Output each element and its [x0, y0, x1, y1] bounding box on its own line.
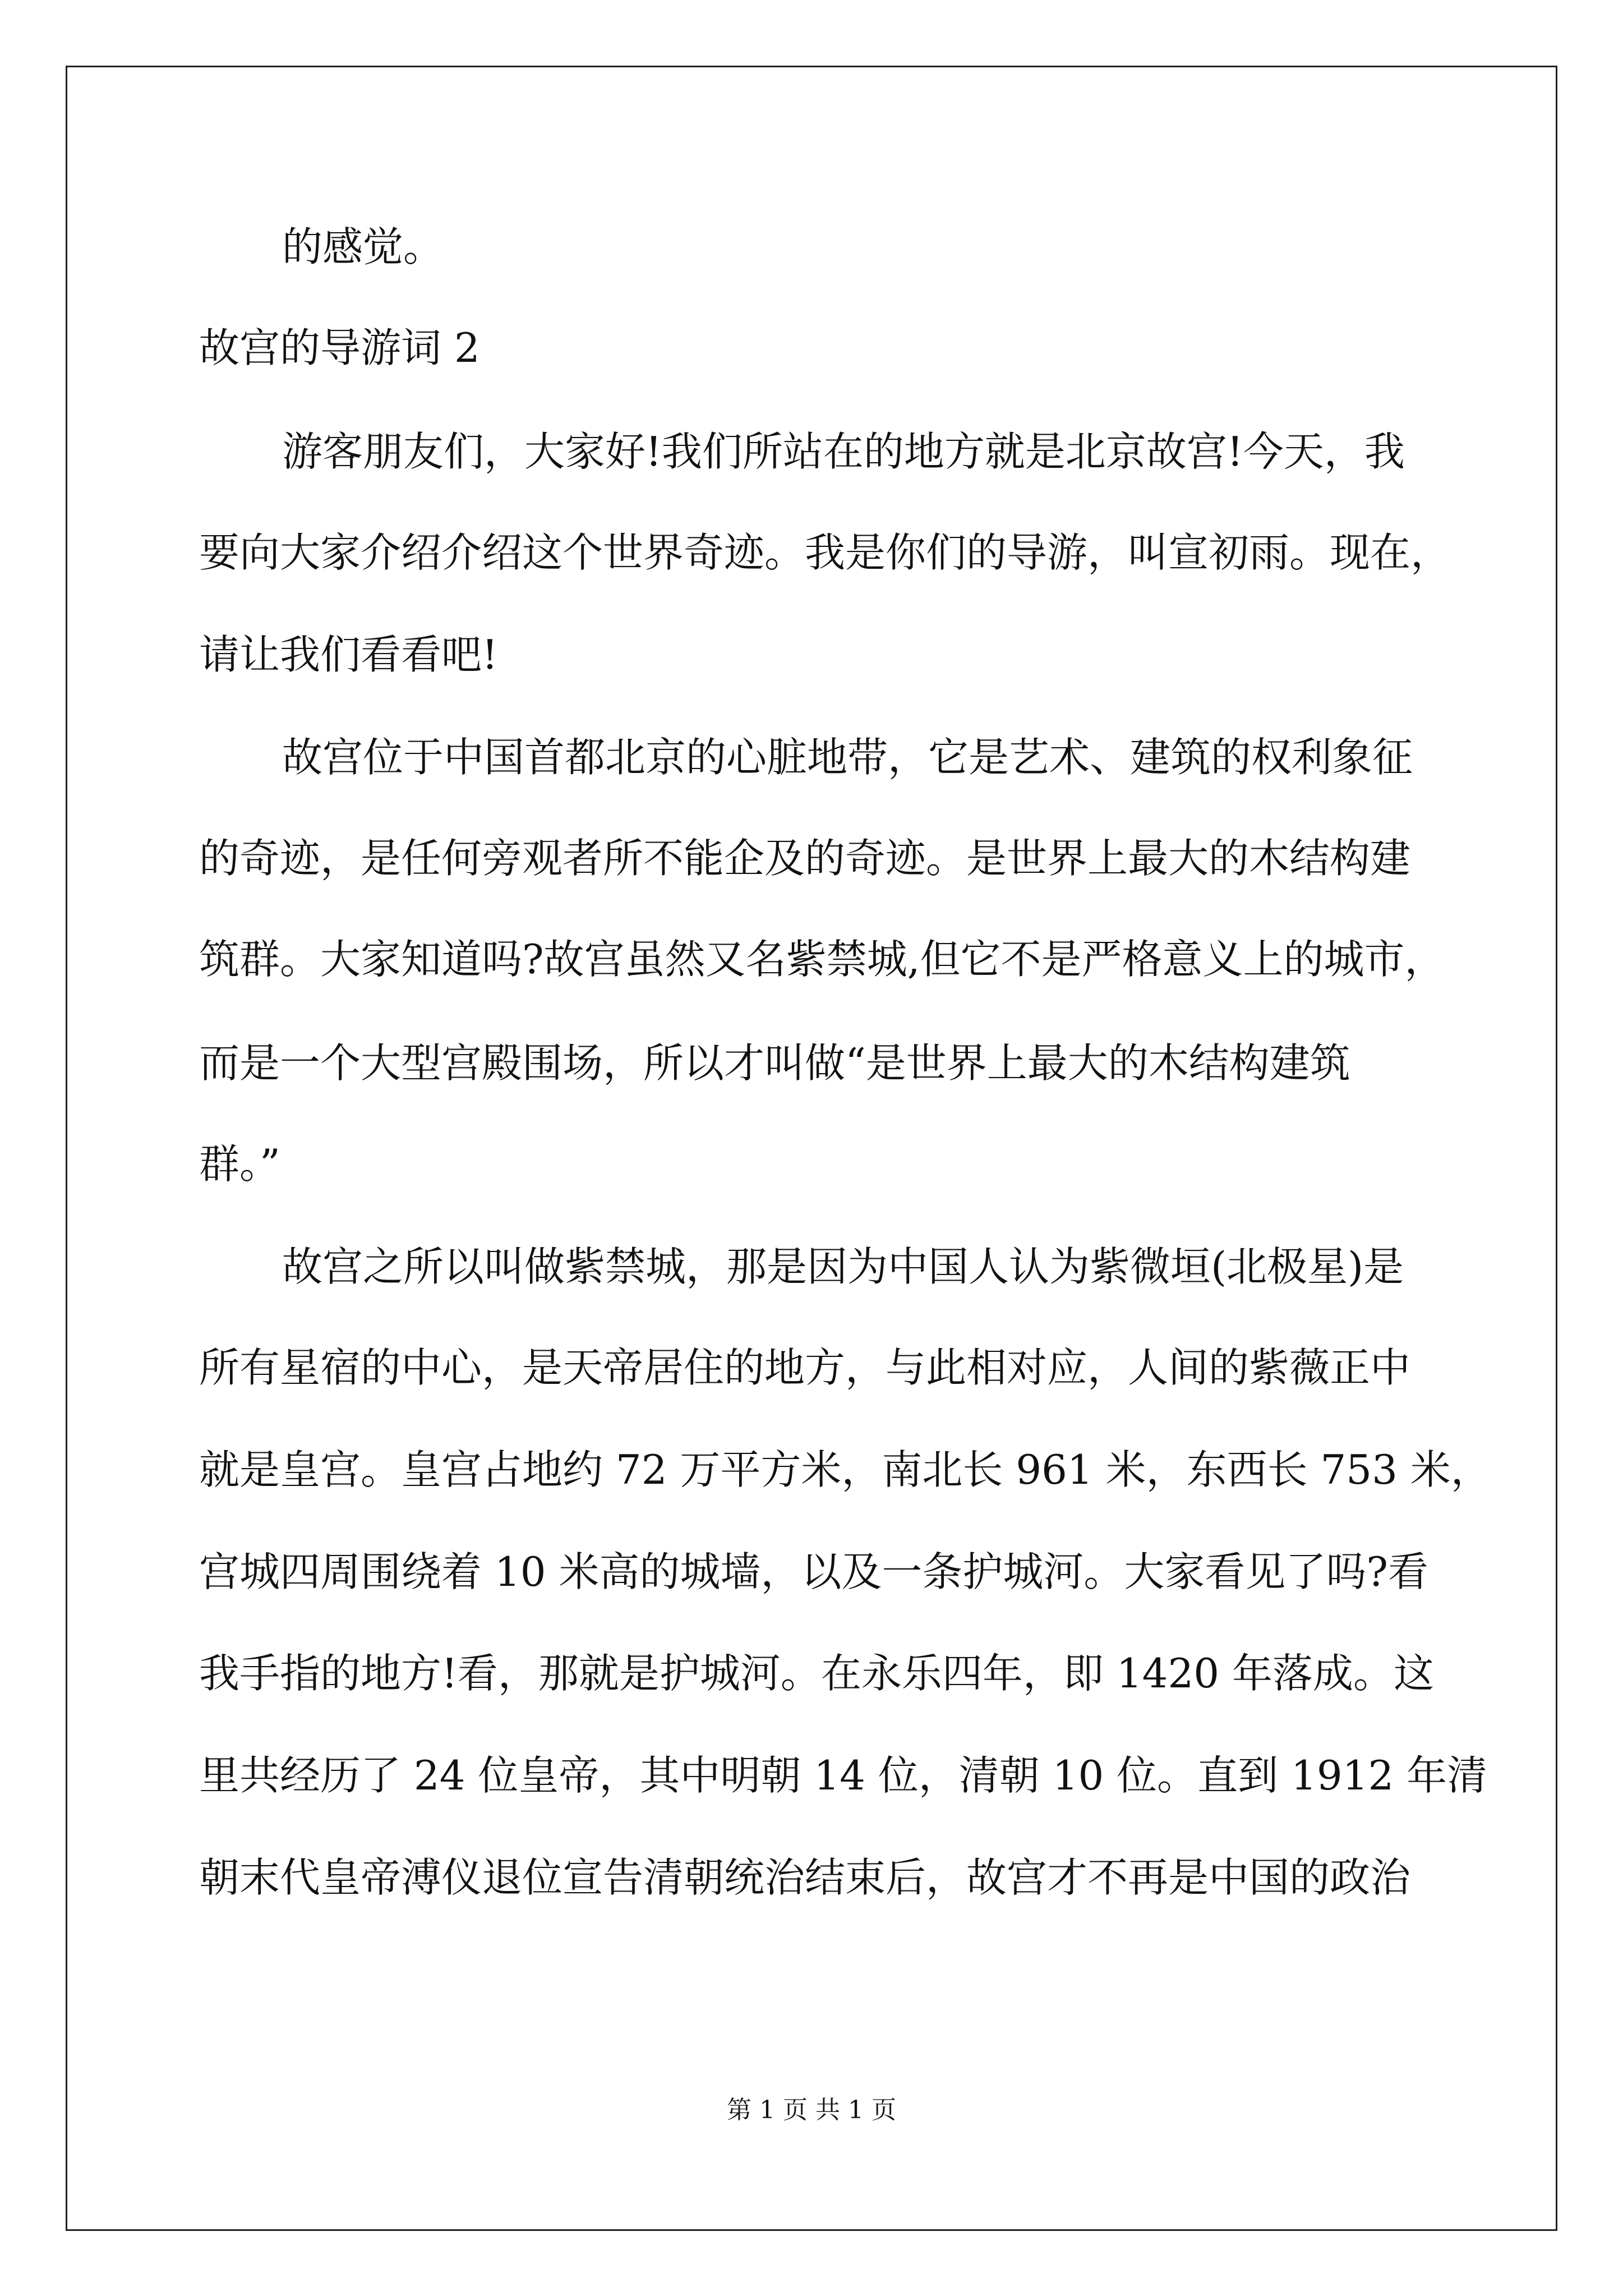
page-border [66, 66, 1557, 2231]
text-line: 故宫之所以叫做紫禁城，那是因为中国人认为紫微垣(北极星)是 [282, 1243, 1404, 1290]
text-line: 我手指的地方!看，那就是护城河。在永乐四年，即 1420 年落成。这 [199, 1650, 1434, 1697]
text-line: 请让我们看看吧! [199, 631, 498, 678]
text-line: 群。” [199, 1140, 280, 1188]
text-line: 里共经历了 24 位皇帝，其中明朝 14 位，清朝 10 位。直到 1912 年清 [199, 1752, 1488, 1799]
section-heading: 故宫的导游词 2 [199, 324, 480, 371]
text-line: 就是皇宫。皇宫占地约 72 万平方米，南北长 961 米，东西长 753 米， [199, 1446, 1491, 1493]
text-line: 筑群。大家知道吗?故宫虽然又名紫禁城,但它不是严格意义上的城市， [199, 936, 1445, 983]
text-line: 故宫位于中国首都北京的心脏地带，它是艺术、建筑的权利象征 [282, 734, 1413, 781]
text-line: 而是一个大型宫殿围场，所以才叫做“是世界上最大的木结构建筑 [199, 1039, 1350, 1087]
text-line: 的奇迹，是任何旁观者所不能企及的奇迹。是世界上最大的木结构建 [199, 835, 1411, 882]
text-line: 宫城四周围绕着 10 米高的城墙，以及一条护城河。大家看见了吗?看 [199, 1548, 1428, 1595]
text-line: 的感觉。 [282, 223, 444, 270]
text-line: 游客朋友们，大家好!我们所站在的地方就是北京故宫!今天，我 [282, 428, 1405, 475]
text-line: 要向大家介绍介绍这个世界奇迹。我是你们的导游，叫宣初雨。现在， [199, 529, 1451, 576]
text-line: 所有星宿的中心，是天帝居住的地方，与此相对应，人间的紫薇正中 [199, 1344, 1411, 1391]
page-footer: 第 1 页 共 1 页 [727, 2096, 896, 2124]
text-line: 朝末代皇帝溥仪退位宣告清朝统治结束后，故宫才不再是中国的政治 [199, 1854, 1411, 1901]
